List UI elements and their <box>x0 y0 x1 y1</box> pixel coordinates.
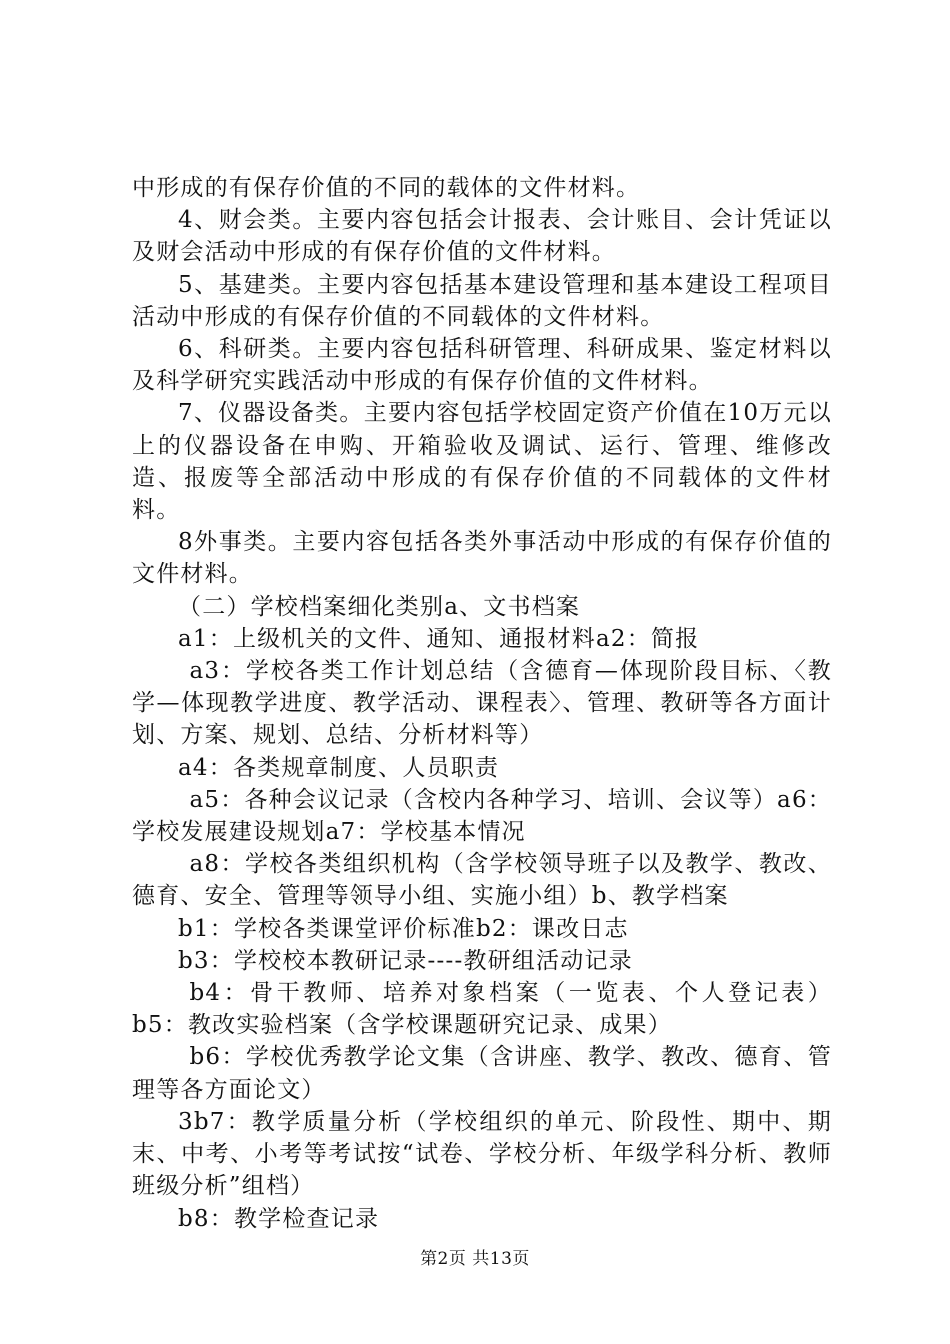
paragraph: 4、财会类。主要内容包括会计报表、会计账目、会计凭证以及财会活动中形成的有保存价值的文件材料。 <box>132 207 832 266</box>
paragraph: b8：教学检查记录 <box>178 1205 380 1232</box>
paragraph: 8外事类。主要内容包括各类外事活动中形成的有保存价值的文件材料。 <box>132 529 832 588</box>
page-number: 第2页 共13页 <box>420 1249 530 1269</box>
paragraph: b6：学校优秀教学论文集（含讲座、教学、教改、德育、管理等各方面论文） <box>132 1044 832 1103</box>
paragraph: 6、科研类。主要内容包括科研管理、科研成果、鉴定材料以及科学研究实践活动中形成的有保存价值的文件材料。 <box>132 336 832 395</box>
paragraph: b4：骨干教师、培养对象档案（一览表、个人登记表）b5：教改实验档案（含学校课题研究记录、成果） <box>132 980 832 1039</box>
section-heading: （二）学校档案细化类别a、文书档案 <box>178 593 581 620</box>
paragraph: b3：学校校本教研记录----教研组活动记录 <box>178 947 633 974</box>
paragraph: 中形成的有保存价值的不同的载体的文件材料。 <box>132 175 641 201</box>
page-footer <box>0 1244 950 1269</box>
paragraph: 3b7：教学质量分析（学校组织的单元、阶段性、期中、期末、中考、小考等考试按“试卷、学校分析、年级学科分析、教师班级分析”组档） <box>132 1108 832 1200</box>
paragraph: a5：各种会议记录（含校内各种学习、培训、会议等）a6：学校发展建设规划a7：学校基本情况 <box>132 786 832 846</box>
paragraph: a1：上级机关的文件、通知、通报材料a2：简报 <box>178 625 700 652</box>
paragraph: 5、基建类。主要内容包括基本建设管理和基本建设工程项目活动中形成的有保存价值的不同载体的文件材料。 <box>132 271 832 330</box>
paragraph: b1：学校各类课堂评价标准b2：课改日志 <box>178 915 629 942</box>
document-body <box>132 172 832 1235</box>
paragraph: a8：学校各类组织机构（含学校领导班子以及教学、教改、德育、安全、管理等领导小组、实施小组）b、教学档案 <box>132 851 832 910</box>
paragraph: 7、仪器设备类。主要内容包括学校固定资产价值在10万元以上的仪器设备在申购、开箱验收及调试、运行、管理、维修改造、报废等全部活动中形成的有保存价值的不同载体的文件材料。 <box>132 400 832 524</box>
paragraph: a4：各类规章制度、人员职责 <box>178 754 500 781</box>
paragraph: a3：学校各类工作计划总结（含德育—体现阶段目标、〈教学—体现教学进度、教学活动、课程表〉、管理、教研等各方面计划、方案、规划、总结、分析材料等） <box>132 658 832 749</box>
